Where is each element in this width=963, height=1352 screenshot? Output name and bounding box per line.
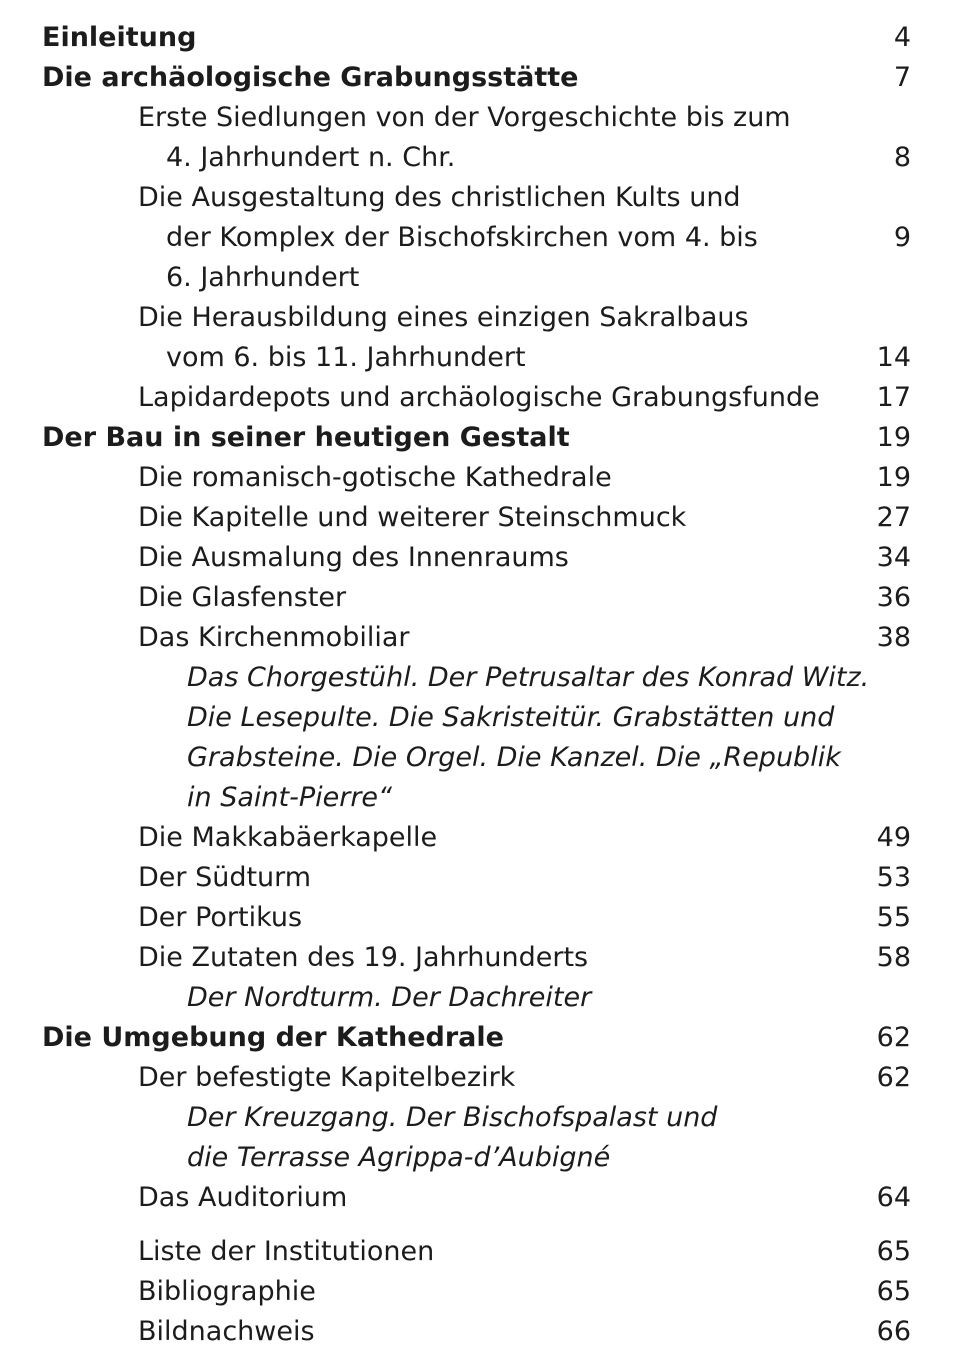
toc-entry-title: Der Kreuzgang. Der Bischofspalast und [187, 1102, 718, 1133]
toc-chapter [0, 58, 963, 98]
toc-entry [0, 938, 963, 978]
toc-entry [0, 898, 963, 938]
toc-page-number: 66 [876, 1316, 911, 1347]
toc-page-number: 9 [893, 222, 911, 253]
toc-page-number: 4 [893, 22, 911, 53]
toc-entry-title: Die Umgebung der Kathedrale [42, 1022, 504, 1053]
toc-page-number: 27 [876, 502, 911, 533]
toc-page-number: 7 [893, 62, 911, 93]
toc-entry-title: Der Südturm [138, 862, 312, 893]
toc-entry-title: Die archäologische Grabungsstätte [42, 62, 579, 93]
toc-subentry [0, 978, 963, 1018]
toc-page-number: 19 [876, 462, 911, 493]
toc-subentry [0, 658, 963, 698]
toc-entry-title: Der befestigte Kapitelbezirk [138, 1062, 516, 1093]
toc-entry [0, 1312, 963, 1352]
toc-entry-title: Lapidardepots und archäologische Grabungsfunde [138, 382, 820, 413]
toc-page-number: 8 [893, 142, 911, 173]
toc-entry-continued [0, 258, 963, 298]
toc-subentry [0, 1098, 963, 1138]
toc-subentry [0, 1138, 963, 1178]
toc-page-number: 34 [876, 542, 911, 573]
toc-entry-title: Der Portikus [138, 902, 303, 933]
toc-page-number: 17 [876, 382, 911, 413]
toc-entry-title: Bibliographie [138, 1276, 316, 1307]
toc-entry-title: Die Ausgestaltung des christlichen Kults und [138, 182, 741, 213]
toc-page-number: 53 [876, 862, 911, 893]
toc-entry-title: 6. Jahrhundert [166, 262, 360, 293]
toc-entry-continued [0, 218, 963, 258]
toc-entry-title: Die Kapitelle und weiterer Steinschmuck [138, 502, 687, 533]
toc-entry-title: Das Auditorium [138, 1182, 348, 1213]
toc-entry [0, 1232, 963, 1272]
toc-entry-title: die Terrasse Agrippa-d’Aubigné [187, 1142, 611, 1173]
toc-entry-title: Die Lesepulte. Die Sakristeitür. Grabstätten und [187, 702, 835, 733]
toc-entry [0, 858, 963, 898]
toc-entry-title: der Komplex der Bischofskirchen vom 4. bis [166, 222, 758, 253]
toc-chapter [0, 1018, 963, 1058]
toc-entry-title: Die Glasfenster [138, 582, 347, 613]
toc-entry [0, 178, 963, 218]
toc-page-number: 62 [876, 1062, 911, 1093]
toc-page-number: 36 [876, 582, 911, 613]
toc-entry-title: 4. Jahrhundert n. Chr. [166, 142, 456, 173]
toc-entry-title: Einleitung [42, 22, 197, 53]
toc-entry-title: vom 6. bis 11. Jahrhundert [166, 342, 526, 373]
toc-entry-continued [0, 138, 963, 178]
toc-entry [0, 578, 963, 618]
toc-page-number: 19 [876, 422, 911, 453]
toc-entry [0, 298, 963, 338]
toc-entry-title: Die Makkabäerkapelle [138, 822, 438, 853]
toc-subentry [0, 698, 963, 738]
toc-entry-title: Die Ausmalung des Innenraums [138, 542, 569, 573]
toc-chapter [0, 418, 963, 458]
toc-page-number: 14 [876, 342, 911, 373]
toc-entry [0, 818, 963, 858]
toc-spacer [0, 1218, 963, 1232]
toc-subentry [0, 778, 963, 818]
toc-entry [0, 1272, 963, 1312]
toc-entry-title: in Saint-Pierre“ [187, 782, 393, 813]
toc-page-number: 38 [876, 622, 911, 653]
toc-entry-title: Der Nordturm. Der Dachreiter [187, 982, 592, 1013]
toc-page-number: 62 [876, 1022, 911, 1053]
toc-chapter [0, 18, 963, 58]
toc-page-number: 55 [876, 902, 911, 933]
toc-entry-title: Das Chorgestühl. Der Petrusaltar des Konrad Witz. [187, 662, 870, 693]
table-of-contents [0, 18, 963, 1352]
toc-page-number: 49 [876, 822, 911, 853]
toc-entry [0, 618, 963, 658]
toc-entry-title: Bildnachweis [138, 1316, 315, 1347]
toc-entry-title: Der Bau in seiner heutigen Gestalt [42, 422, 570, 453]
toc-subentry [0, 738, 963, 778]
toc-page-number: 65 [876, 1276, 911, 1307]
toc-entry [0, 1058, 963, 1098]
toc-entry-title: Grabsteine. Die Orgel. Die Kanzel. Die „Republik [187, 742, 841, 773]
toc-entry-title: Das Kirchenmobiliar [138, 622, 410, 653]
toc-entry [0, 378, 963, 418]
toc-page-number: 65 [876, 1236, 911, 1267]
toc-entry [0, 98, 963, 138]
toc-entry [0, 1178, 963, 1218]
toc-entry-continued [0, 338, 963, 378]
toc-entry-title: Die Herausbildung eines einzigen Sakralbaus [138, 302, 749, 333]
toc-page-number: 58 [876, 942, 911, 973]
toc-page-number: 64 [876, 1182, 911, 1213]
toc-entry [0, 458, 963, 498]
toc-entry [0, 538, 963, 578]
toc-entry-title: Die romanisch-gotische Kathedrale [138, 462, 612, 493]
toc-entry [0, 498, 963, 538]
toc-entry-title: Die Zutaten des 19. Jahrhunderts [138, 942, 589, 973]
toc-entry-title: Liste der Institutionen [138, 1236, 435, 1267]
toc-entry-title: Erste Siedlungen von der Vorgeschichte bis zum [138, 102, 791, 133]
